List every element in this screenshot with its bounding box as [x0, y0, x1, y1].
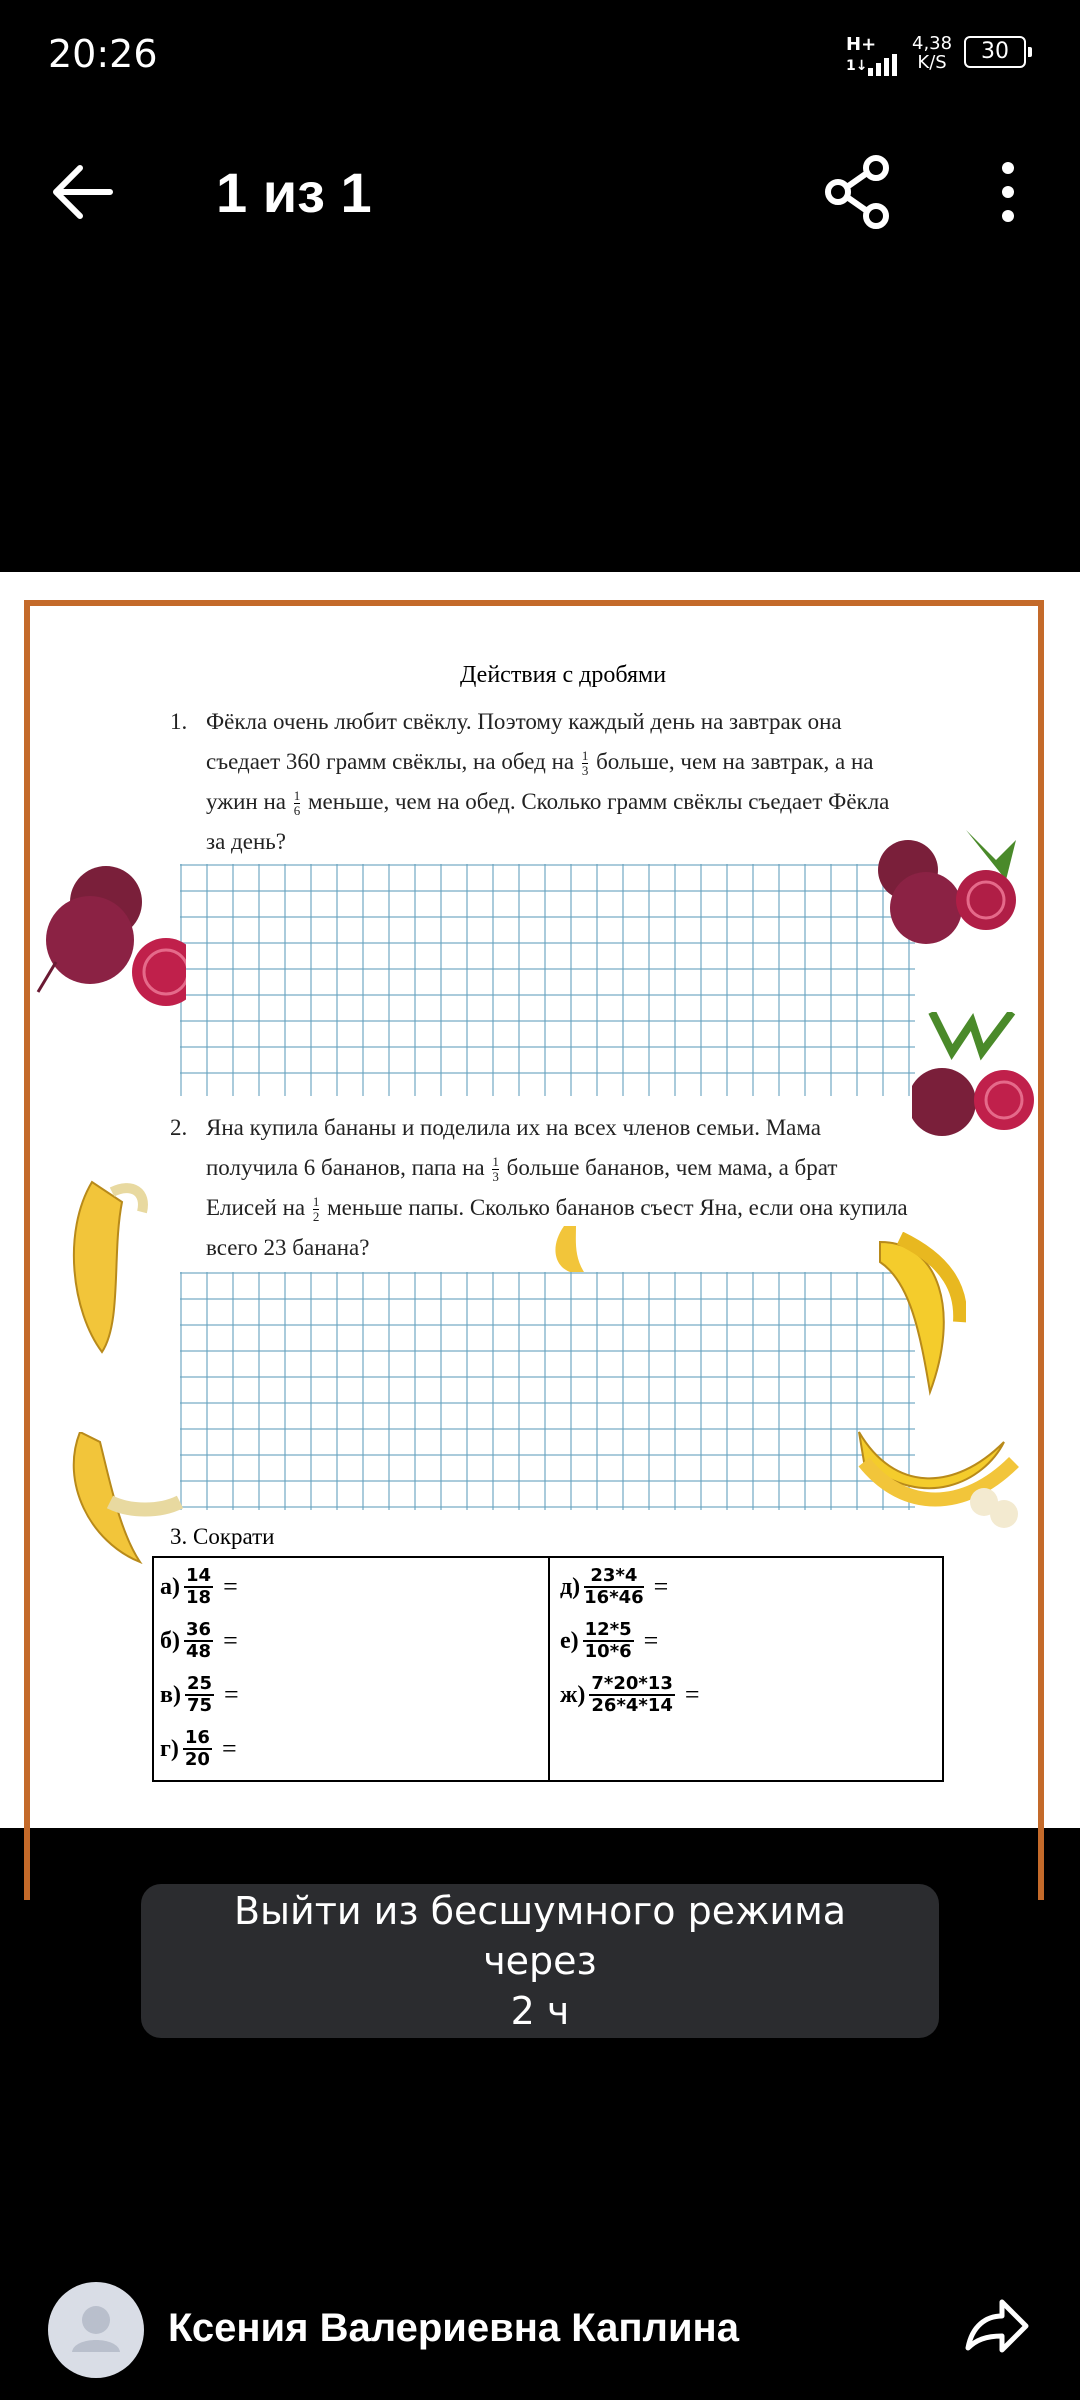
exercise-a — [160, 1566, 238, 1608]
equals-sign: = — [684, 1680, 700, 1709]
banana-picture — [52, 1172, 152, 1362]
fraction-numerator: 1 — [581, 748, 589, 764]
network-type: H+ — [846, 34, 877, 55]
fraction-denominator: 16*46 — [584, 1587, 644, 1608]
arrow-left-icon[interactable] — [46, 160, 116, 224]
document-title: Действия с дробями — [460, 662, 667, 688]
net-speed-unit: K/S — [917, 52, 947, 73]
person-icon — [48, 2282, 144, 2378]
equals-sign: = — [221, 1734, 237, 1763]
fraction-numerator: 1 — [492, 1154, 499, 1170]
net-speed-value: 4,38 — [912, 33, 953, 54]
task-2-text-part: получила 6 бананов, папа на — [206, 1155, 485, 1180]
fraction-numerator: 12*5 — [584, 1619, 632, 1640]
task-1-line-2 — [206, 742, 1036, 782]
task-2-line-1: Яна купила бананы и поделила их на всех членов семьи. Мама — [206, 1115, 821, 1140]
fraction-numerator: 36 — [186, 1619, 212, 1640]
banana-picture — [544, 1226, 594, 1272]
fraction — [184, 1620, 213, 1662]
fraction-numerator: 1 — [293, 788, 301, 804]
fraction-denominator: 18 — [186, 1587, 212, 1608]
task-2-text-part: больше бананов, чем мама, а брат — [506, 1155, 838, 1180]
net-speed — [912, 34, 952, 72]
fraction-denominator: 3 — [581, 763, 589, 779]
more-vert-icon[interactable] — [986, 156, 1030, 228]
grid-area-2 — [180, 1272, 915, 1510]
signal-icon — [846, 54, 898, 76]
task-1-number: 1. — [170, 709, 188, 734]
page-counter: 1 из 1 — [216, 161, 372, 224]
fraction-denominator: 75 — [186, 1695, 213, 1716]
fraction — [183, 1728, 212, 1770]
battery-level: 30 — [981, 39, 1009, 64]
forward-icon[interactable] — [962, 2296, 1032, 2356]
exercise-letter: г) — [160, 1735, 179, 1762]
exercise-letter: б) — [160, 1627, 180, 1654]
fraction — [589, 1674, 674, 1716]
author-name[interactable]: Ксения Валериевна Каплина — [168, 2306, 739, 2350]
exercise-b — [160, 1620, 238, 1662]
banana-picture — [870, 1232, 966, 1402]
task-2-line-2 — [206, 1148, 1036, 1188]
equals-sign: = — [643, 1626, 659, 1655]
task-1-line-3 — [206, 782, 1036, 822]
fraction — [294, 789, 301, 818]
fraction — [313, 1195, 320, 1224]
grid-area-1 — [180, 864, 915, 1096]
fraction-numerator: 14 — [186, 1565, 212, 1586]
fraction-denominator: 10*6 — [584, 1641, 632, 1662]
equals-sign: = — [223, 1572, 238, 1601]
task-2-text-part: меньше папы. Сколько бананов съест Яна, если она купила — [327, 1195, 908, 1220]
equals-sign: = — [224, 1680, 239, 1709]
task-2-line-4: всего 23 банана? — [206, 1235, 370, 1260]
exercise-letter: а) — [160, 1573, 180, 1600]
task-3-label: 3. Сократи — [170, 1524, 275, 1549]
exercise-g — [160, 1728, 237, 1770]
exercise-letter: ж) — [560, 1681, 586, 1708]
exercise-letter: д) — [560, 1573, 581, 1600]
fraction-numerator: 7*20*13 — [591, 1673, 673, 1694]
task-2-text-part: Елисей на — [206, 1195, 306, 1220]
fraction-numerator: 16 — [184, 1727, 210, 1748]
fraction-numerator: 1 — [312, 1194, 320, 1210]
task-2-line-3 — [206, 1188, 1036, 1228]
silent-mode-toast — [141, 1884, 939, 2038]
task-1-text-part: больше, чем на завтрак, а на — [596, 749, 874, 774]
fraction — [185, 1674, 214, 1716]
exercise-e — [560, 1620, 658, 1662]
fraction-numerator: 25 — [186, 1673, 213, 1694]
banana-picture — [60, 1432, 190, 1572]
avatar[interactable] — [48, 2282, 144, 2378]
banana-picture — [854, 1422, 1024, 1532]
task-1-line-4: за день? — [206, 829, 286, 854]
fraction — [583, 1620, 634, 1662]
share-icon[interactable] — [818, 152, 898, 232]
status-bar — [0, 0, 1080, 110]
fraction-denominator: 2 — [312, 1209, 320, 1225]
beet-picture — [36, 862, 186, 1032]
exercise-letter: е) — [560, 1627, 579, 1654]
document-viewer[interactable] — [0, 572, 1080, 1828]
status-time: 20:26 — [48, 32, 158, 76]
fraction — [184, 1566, 213, 1608]
task-1-text-part: ужин на — [206, 789, 286, 814]
toast-line-2: 2 ч — [510, 1989, 570, 2033]
beet-picture — [912, 1012, 1038, 1142]
fraction-denominator: 3 — [492, 1169, 499, 1185]
fraction-denominator: 26*4*14 — [591, 1695, 673, 1716]
exercise-letter: в) — [160, 1681, 181, 1708]
fraction-denominator: 48 — [186, 1641, 212, 1662]
network-indicator — [846, 36, 898, 80]
exercise-d — [560, 1566, 668, 1608]
fraction-denominator: 20 — [184, 1749, 210, 1770]
top-bar — [0, 130, 1080, 250]
task-1-text-part: меньше, чем на обед. Сколько грамм свёклы съедает Фёкла — [307, 789, 890, 814]
table-divider — [548, 1558, 550, 1780]
equals-sign: = — [653, 1572, 669, 1601]
task-1-line-1: Фёкла очень любит свёклу. Поэтому каждый день на завтрак она — [206, 709, 842, 734]
task-2-number: 2. — [170, 1115, 188, 1140]
svg-text:1↓: 1↓ — [846, 58, 868, 74]
fraction-denominator: 6 — [293, 803, 301, 819]
fraction — [582, 749, 589, 778]
toast-line-1: Выйти из бесшумного режима через — [233, 1889, 847, 1983]
fraction — [584, 1566, 644, 1608]
exercise-v — [160, 1674, 239, 1716]
task-1-text-part: съедает 360 грамм свёклы, на обед на — [206, 749, 575, 774]
task-3-table — [152, 1556, 944, 1782]
fraction-numerator: 23*4 — [584, 1566, 644, 1588]
battery-icon — [964, 36, 1026, 68]
equals-sign: = — [223, 1626, 238, 1655]
fraction — [492, 1155, 499, 1184]
exercise-zh — [560, 1674, 700, 1716]
